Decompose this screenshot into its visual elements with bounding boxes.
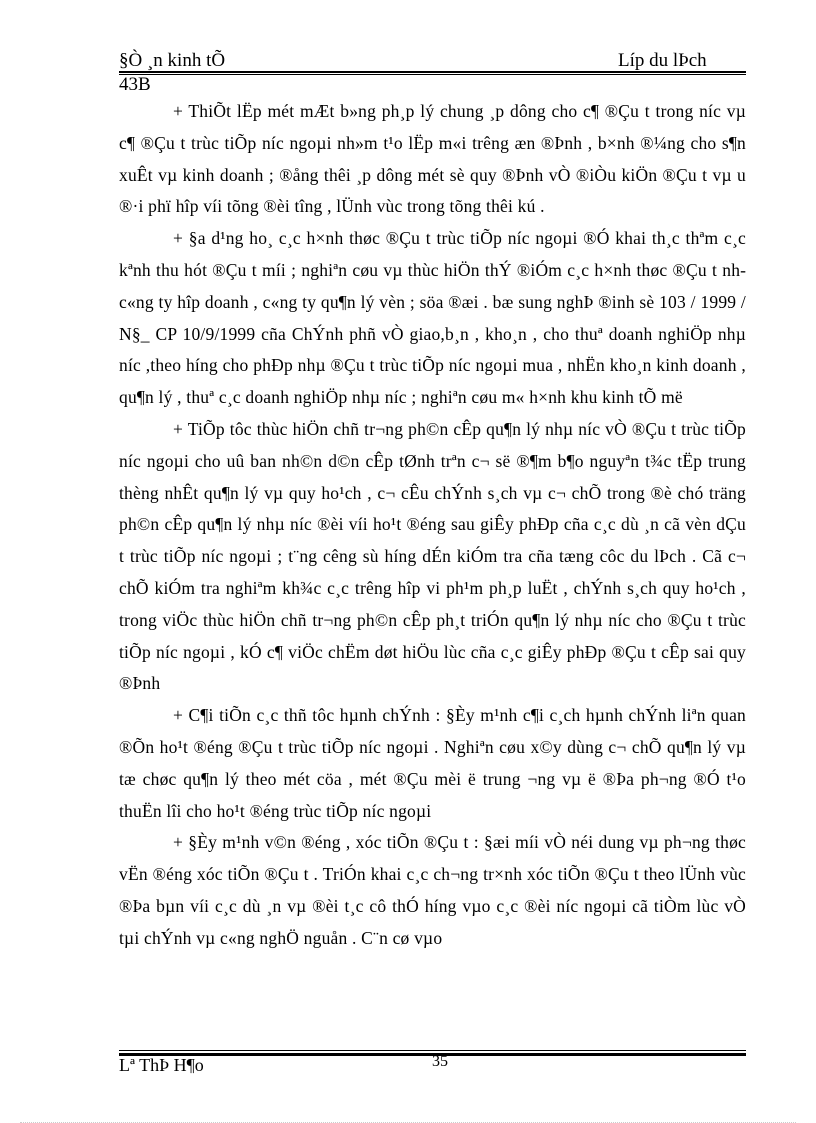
footer-author: Lª ThÞ H¶o (119, 1055, 204, 1075)
paragraph-admin-procedures: + C¶i tiÕn c¸c thñ tôc hµnh chÝnh : §Èy m¹nh c¶i c¸ch hµnh chÝnh liªn quan ®Õn ho¹t ®éng ®Çu t trùc tiÕp níc ngoµi . Nghiªn cøu x©y dùng c¬ chÕ qu¶n lý vµ tæ chøc qu¶n lý theo mét cöa , mét ®Çu mèi ë trung ¬ng vµ ë ®Þa ph¬ng ®Ó t¹o thuËn lîi cho ho¹t ®éng trùc tiÕp níc ngoµi (119, 705, 746, 821)
document-body (119, 96, 746, 955)
paragraph-diversify-forms: + §a d¹ng ho¸ c¸c h×nh thøc ®Çu t trùc tiÕp níc ngoµi ®Ó khai th¸c thªm c¸c kªnh thu hót ®Çu t míi ; nghiªn cøu vµ thùc hiÖn thÝ ®iÓm c¸c h×nh thøc ®Çu t nh c«ng ty hîp doanh , c«ng ty qu¶n lý vèn ; söa ®æi . bæ sung nghÞ ®inh sè 103 / 1999 / N§_ CP 10/9/1999 cña ChÝnh phñ vÒ giao,b¸n , kho¸n , cho thuª doanh nghiÖp nhµ níc ,theo híng cho phÐp nhµ ®Çu t trùc tiÕp níc ngoµi mua , nhËn kho¸n kinh doanh , qu¶n lý , thuª c¸c doanh nghiÖp nhµ níc ; nghiªn cøu m« h×nh khu kinh tÕ më (119, 228, 746, 408)
paragraph-legal-framework: + ThiÕt lËp mét mÆt b»ng ph¸p lý chung ¸p dông cho c¶ ®Çu t trong níc vµ c¶ ®Çu t trùc tiÕp níc ngoµi nh»m t¹o lËp m«i trêng æn ®Þnh , b×nh ®¼ng cho s¶n xuÊt vµ kinh doanh ; ®ång thêi ¸p dông mét sè quy ®Þnh vÒ ®iÒu kiÖn ®Çu t vµ u ®·i phï hîp víi tõng ®èi tîng , lÜnh vùc trong tõng thêi kú . (119, 101, 746, 217)
header-class-continued: 43B (119, 74, 151, 95)
footer-rule-thin (119, 1050, 746, 1051)
header-rule (119, 71, 746, 73)
header-rule-thin (119, 74, 746, 75)
header-title-left: §Ò ¸n kinh tÕ (119, 50, 226, 71)
page-number: 35 (432, 1053, 448, 1070)
paragraph-investment-promotion: + §Èy m¹nh v©n ®éng , xóc tiÕn ®Çu t : §æi míi vÒ néi dung vµ ph¬ng thøc vËn ®éng xóc tiÕn ®Çu t . TriÓn khai c¸c ch¬ng tr×nh xóc tiÕn ®Çu t theo lÜnh vùc ®Þa bµn víi c¸c dù ¸n vµ ®èi t¸c cô thÓ híng vµo c¸c ®èi níc ngoµi cã tiÒm lùc vÒ tµi chÝnh vµ c«ng nghÖ nguån . C¨n cø vµo (119, 832, 746, 948)
header-title-right: Líp du lÞch (618, 50, 707, 71)
paragraph-decentralization: + TiÕp tôc thùc hiÖn chñ tr¬ng ph©n cÊp qu¶n lý nhµ níc vÒ ®Çu t trùc tiÕp níc ngoµi cho uû ban nh©n d©n cÊp tØnh trªn c¬ së ®¶m b¶o nguyªn t¾c tËp trung thèng nhÊt qu¶n lý vµ quy ho¹ch , c¬ cÊu chÝnh s¸ch vµ c¬ chÕ trong ®è chó träng ph©n cÊp qu¶n lý nhµ níc ®èi víi ho¹t ®éng sau giÊy phÐp cña c¸c dù ¸n cã vèn dÇu t trùc tiÕp níc ngoµi ; t¨ng cêng sù híng dÉn kiÓm tra cña tæng côc du lÞch . Cã c¬ chÕ kiÓm tra nghiªm kh¾c c¸c trêng hîp vi ph¹m ph¸p luËt , chÝnh s¸ch quy ho¹ch , trong viÖc thùc hiÖn chñ tr¬ng ph©n cÊp ph¸t triÓn qu¶n lý nhµ níc cho ®Çu t trùc tiÕp níc ngoµi , kÓ c¶ viÖc chËm døt hiÖu lùc cña c¸c giÊy phÐp ®Çu t cÊp sai quy ®Þnh (119, 418, 746, 694)
